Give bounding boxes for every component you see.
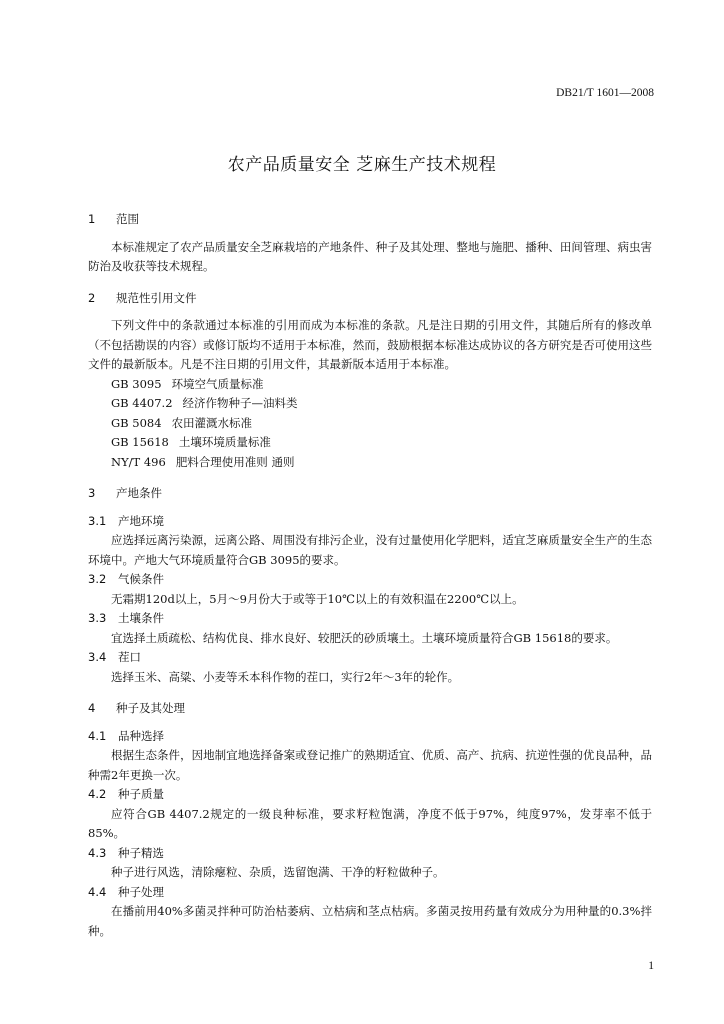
subsection-paragraph: 应符合GB 4407.2规定的一级良种标准，要求籽粒饱满，净度不低于97%，纯度97%，发芽率不低于85%。 bbox=[88, 806, 652, 840]
subsection-heading bbox=[88, 844, 652, 864]
subsection-title: 种子精选 bbox=[118, 845, 164, 860]
subsection-paragraph: 宜选择土质疏松、结构优良、排水良好、较肥沃的砂质壤土。土壤环境质量符合GB 15618的要求。 bbox=[111, 630, 618, 645]
subsection-number: 4.2 bbox=[88, 787, 107, 801]
subsection-number: 4.1 bbox=[88, 728, 107, 743]
reference-name: 土壤环境质量标准 bbox=[178, 435, 271, 449]
section-2-heading bbox=[88, 289, 652, 309]
subsection-title: 气候条件 bbox=[118, 572, 164, 586]
subsection-number: 4.4 bbox=[88, 884, 107, 899]
reference-item bbox=[88, 453, 652, 473]
section-4-heading bbox=[88, 699, 652, 719]
section-number: 2 bbox=[88, 290, 96, 305]
reference-code: GB 15618 bbox=[111, 435, 169, 449]
standard-code: DB21/T 1601—2008 bbox=[556, 87, 654, 99]
subsection-number: 3.2 bbox=[88, 572, 107, 586]
reference-item bbox=[88, 394, 652, 414]
reference-item bbox=[88, 375, 652, 395]
reference-name: 农田灌溉水标准 bbox=[171, 415, 253, 430]
subsection-heading bbox=[88, 785, 652, 805]
subsection-heading bbox=[88, 512, 652, 532]
section-title: 种子及其处理 bbox=[116, 701, 185, 715]
reference-item bbox=[88, 414, 652, 434]
reference-name: 经济作物种子—油料类 bbox=[182, 396, 298, 410]
subsection-paragraph: 种子进行风选，清除瘪粒、杂质，选留饱满、干净的籽粒做种子。 bbox=[111, 865, 445, 879]
reference-code: GB 3095 bbox=[111, 376, 162, 391]
section-2-paragraph: 下列文件中的条款通过本标准的引用而成为本标准的条款。凡是注日期的引用文件，其随后所有的修改单（不包括勘误的内容）或修订版均不适用于本标准，然而，鼓励根据本标准达成协议的各方研究是否可使用这些文件的最新版本。凡是不注日期的引用文件，其最新版本适用于本标准。 bbox=[88, 318, 652, 371]
reference-name: 环境空气质量标准 bbox=[171, 376, 264, 391]
page-number: 1 bbox=[648, 960, 654, 972]
subsection-title: 茬口 bbox=[118, 650, 141, 664]
subsection-paragraph: 应选择远离污染源，远离公路、周围没有排污企业，没有过量使用化学肥料，适宜芝麻质量安全生产的生态环境中。产地大气环境质量符合GB 3095的要求。 bbox=[88, 533, 652, 567]
subsection-title: 品种选择 bbox=[118, 728, 164, 743]
section-title: 规范性引用文件 bbox=[116, 290, 197, 305]
subsection-number: 3.4 bbox=[88, 650, 107, 664]
subsection-title: 土壤条件 bbox=[118, 611, 164, 625]
subsection-number: 4.3 bbox=[88, 845, 107, 860]
section-1-paragraph: 本标准规定了农产品质量安全芝麻栽培的产地条件、种子及其处理、整地与施肥、播种、田间管理、病虫害防治及收获等技术规程。 bbox=[88, 239, 652, 273]
section-title: 产地条件 bbox=[116, 486, 162, 500]
reference-name: 肥料合理使用准则 通则 bbox=[175, 454, 295, 469]
reference-code: NY/T 496 bbox=[111, 454, 166, 469]
subsection-title: 种子质量 bbox=[118, 787, 164, 801]
section-3-heading bbox=[88, 484, 652, 504]
subsection-paragraph: 在播前用40%多菌灵拌种可防治枯萎病、立枯病和茎点枯病。多菌灵按用药量有效成分为用种量的0.3%拌种。 bbox=[88, 904, 652, 938]
section-1-heading bbox=[88, 210, 652, 230]
subsection-heading bbox=[88, 609, 652, 629]
subsection-heading bbox=[88, 727, 652, 747]
subsection-title: 产地环境 bbox=[118, 513, 164, 528]
document-body bbox=[88, 210, 652, 941]
subsection-number: 3.1 bbox=[88, 513, 107, 528]
subsection-heading bbox=[88, 883, 652, 903]
document-title: 农产品质量安全 芝麻生产技术规程 bbox=[227, 155, 497, 175]
subsection-title: 种子处理 bbox=[118, 884, 164, 899]
reference-item bbox=[88, 433, 652, 453]
reference-code: GB 4407.2 bbox=[111, 396, 173, 410]
section-title: 范围 bbox=[116, 212, 139, 226]
subsection-paragraph: 根据生态条件，因地制宜地选择备案或登记推广的熟期适宜、优质、高产、抗病、抗逆性强的优良品种，品种需2年更换一次。 bbox=[88, 748, 652, 782]
subsection-paragraph: 无霜期120d以上，5月～9月份大于或等于10℃以上的有效积温在2200℃以上。 bbox=[111, 591, 524, 606]
section-number: 4 bbox=[88, 701, 96, 715]
subsection-paragraph: 选择玉米、高粱、小麦等禾本科作物的茬口，实行2年～3年的轮作。 bbox=[111, 669, 460, 684]
section-number: 3 bbox=[88, 486, 96, 500]
subsection-number: 3.3 bbox=[88, 611, 107, 625]
subsection-heading bbox=[88, 648, 652, 668]
subsection-heading bbox=[88, 570, 652, 590]
reference-code: GB 5084 bbox=[111, 415, 162, 430]
section-number: 1 bbox=[88, 212, 96, 226]
